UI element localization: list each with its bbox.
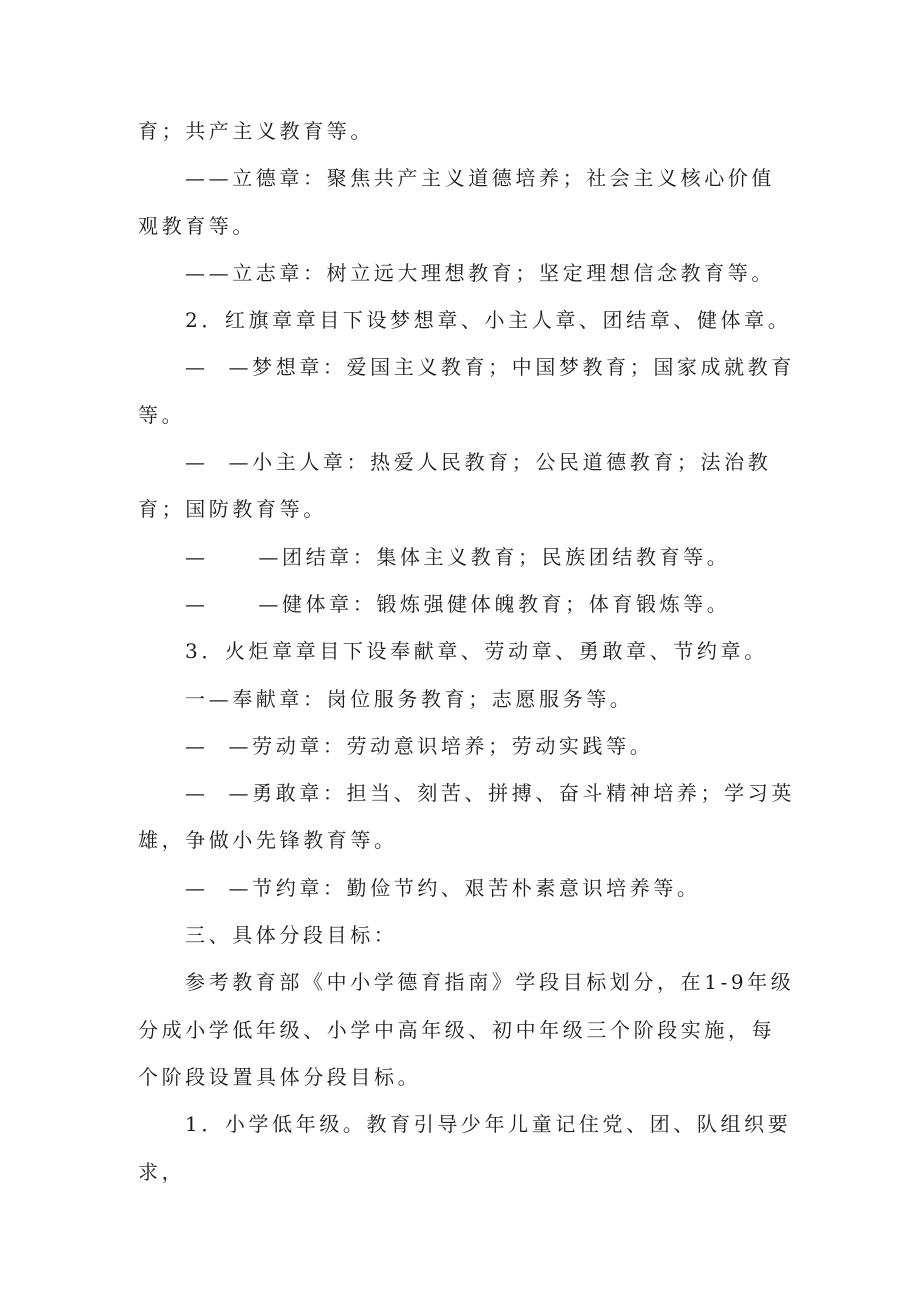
- paragraph: — —节约章：勤俭节约、艰苦朴素意识培养等。: [185, 875, 701, 900]
- paragraph: 3．火炬章章目下设奉献章、劳动章、勇敢章、节约章。: [185, 639, 768, 664]
- paragraph: ——立志章：树立远大理想教育；坚定理想信念教育等。: [185, 260, 775, 285]
- document-body: [138, 108, 798, 1196]
- paragraph: — —健体章：锻炼强健体魄教育；体育锻炼等。: [185, 591, 731, 616]
- paragraph: 2．红旗章章目下设梦想章、小主人章、团结章、健体章。: [185, 308, 792, 333]
- paragraph: — —勇敢章：担当、刻苦、拼搏、奋斗精神培养；学习英雄，争做小先锋教育等。: [138, 781, 795, 853]
- paragraph: — —团结章：集体主义教育；民族团结教育等。: [185, 544, 731, 569]
- paragraph: 参考教育部《中小学德育指南》学段目标划分，在1-9年级分成小学低年级、小学中高年级、初中年级三个阶段实施，每个阶段设置具体分段目标。: [138, 970, 795, 1089]
- paragraph: 一—奉献章：岗位服务教育；志愿服务等。: [185, 686, 634, 711]
- paragraph: — —梦想章：爱国主义教育；中国梦教育；国家成就教育等。: [138, 355, 795, 427]
- paragraph: — —劳动章：劳动意识培养；劳动实践等。: [185, 733, 654, 758]
- paragraph: ——立德章：聚焦共产主义道德培养；社会主义核心价值观教育等。: [138, 166, 775, 238]
- paragraph: — —小主人章：热爱人民教育；公民道德教育；法治教育；国防教育等。: [138, 450, 772, 522]
- paragraph: 1．小学低年级。教育引导少年儿童记住党、团、队组织要求，: [138, 1112, 792, 1184]
- section-heading: 三、具体分段目标：: [185, 923, 398, 948]
- paragraph: 育；共产主义教育等。: [138, 119, 374, 143]
